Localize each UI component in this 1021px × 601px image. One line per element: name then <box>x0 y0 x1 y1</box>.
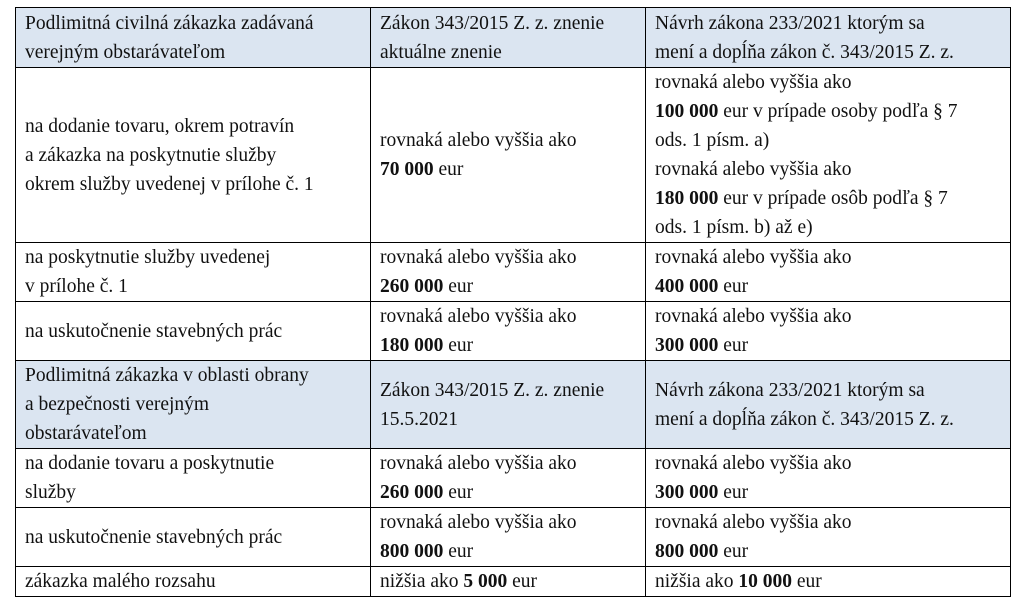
threshold-prefix: rovnaká alebo vyššia ako <box>380 247 577 268</box>
category-cell <box>16 243 371 302</box>
header-text-line: a bezpečnosti verejným <box>25 394 210 415</box>
threshold-amount: 800 000 <box>655 541 719 562</box>
header-text-line: Návrh zákona 233/2021 ktorým sa <box>655 12 925 34</box>
threshold-amount: 100 000 <box>655 101 719 122</box>
current-threshold-cell <box>371 567 646 597</box>
threshold-prefix: rovnaká alebo vyššia ako <box>380 306 577 327</box>
proposed-threshold-cell <box>646 508 1011 567</box>
defense-header-proposal-cell <box>646 361 1011 449</box>
threshold-suffix: eur <box>443 482 474 503</box>
threshold-comparison-table <box>15 7 1011 597</box>
table-row <box>16 302 1011 361</box>
threshold-amount-line <box>380 155 636 184</box>
category-cell <box>16 68 371 243</box>
table-row <box>16 243 1011 302</box>
category-text-line: na dodanie tovaru a poskytnutie <box>25 453 275 474</box>
header-text-line: 15.5.2021 <box>380 408 458 430</box>
threshold-amount-line <box>655 478 1001 507</box>
category-cell <box>16 302 371 361</box>
category-text-line: na poskytnutie služby uvedenej <box>25 247 271 268</box>
threshold-prefix: rovnaká alebo vyššia ako <box>655 306 852 327</box>
category-text-line: okrem služby uvedenej v prílohe č. 1 <box>25 173 314 195</box>
civil-header-row <box>16 8 1011 68</box>
header-text-line: Podlimitná zákazka v oblasti obrany <box>25 365 309 386</box>
threshold-suffix: eur <box>718 276 749 297</box>
proposed-threshold-cell <box>646 302 1011 361</box>
threshold-amount-line <box>655 331 1001 360</box>
header-text-line: Návrh zákona 233/2021 ktorým sa <box>655 379 925 401</box>
current-threshold-cell <box>371 302 646 361</box>
threshold-suffix: eur <box>718 335 749 356</box>
threshold-suffix: eur <box>792 571 822 592</box>
defense-header-current-law-cell <box>371 361 646 449</box>
header-text-line: Zákon 343/2015 Z. z. znenie <box>380 12 605 34</box>
threshold-prefix: rovnaká alebo vyššia ako <box>655 512 852 533</box>
header-text-line: mení a dopĺňa zákon č. 343/2015 Z. z. <box>655 408 954 430</box>
threshold-prefix: rovnaká alebo vyššia ako <box>380 130 577 151</box>
proposed-threshold-cell <box>646 68 1011 243</box>
current-threshold-cell <box>371 68 646 243</box>
civil-header-proposal-cell <box>646 8 1011 68</box>
threshold-suffix: eur <box>443 541 474 562</box>
header-text-line: mení a dopĺňa zákon č. 343/2015 Z. z. <box>655 41 954 63</box>
category-cell <box>16 508 371 567</box>
category-text-line: na dodanie tovaru, okrem potravín <box>25 115 295 137</box>
header-text-line: aktuálne znenie <box>380 41 502 63</box>
category-cell <box>16 449 371 508</box>
threshold-suffix: eur v prípade osoby podľa § 7 <box>718 101 958 122</box>
threshold-amount-line <box>380 478 636 507</box>
threshold-prefix: nižšia ako <box>380 571 464 592</box>
proposed-threshold-cell <box>646 567 1011 597</box>
threshold-amount: 300 000 <box>655 482 719 503</box>
threshold-suffix: eur <box>443 276 474 297</box>
threshold-amount: 5 000 <box>463 571 508 592</box>
civil-header-category-cell <box>16 8 371 68</box>
threshold-amount-line <box>380 272 636 301</box>
threshold-amount-line <box>655 184 1001 213</box>
threshold-suffix: eur <box>443 335 474 356</box>
current-threshold-cell <box>371 243 646 302</box>
threshold-amount: 400 000 <box>655 276 719 297</box>
category-text-line: na uskutočnenie stavebných prác <box>25 526 283 548</box>
threshold-suffix: eur <box>507 571 538 592</box>
header-text-line: verejným obstarávateľom <box>25 41 226 63</box>
table-row <box>16 68 1011 243</box>
threshold-amount: 180 000 <box>655 188 719 209</box>
threshold-amount: 10 000 <box>738 571 793 592</box>
header-text-line: Zákon 343/2015 Z. z. znenie <box>380 379 605 401</box>
table-row <box>16 508 1011 567</box>
category-cell <box>16 567 371 597</box>
category-text-line: zákazka malého rozsahu <box>25 571 216 592</box>
category-text-line: služby <box>25 482 76 503</box>
threshold-amount: 800 000 <box>380 541 444 562</box>
header-text-line: obstarávateľom <box>25 423 147 444</box>
threshold-prefix: nižšia ako <box>655 571 739 592</box>
threshold-amount-line <box>655 272 1001 301</box>
proposed-threshold-cell <box>646 243 1011 302</box>
threshold-tail: ods. 1 písm. b) až e) <box>655 217 813 238</box>
category-text-line: na uskutočnenie stavebných prác <box>25 320 283 342</box>
threshold-prefix: rovnaká alebo vyššia ako <box>655 72 852 93</box>
threshold-tail: ods. 1 písm. a) <box>655 130 770 151</box>
category-text-line: v prílohe č. 1 <box>25 276 128 297</box>
current-threshold-cell <box>371 449 646 508</box>
threshold-prefix: rovnaká alebo vyššia ako <box>380 512 577 533</box>
threshold-amount-line <box>380 567 636 596</box>
threshold-amount: 180 000 <box>380 335 444 356</box>
table-row <box>16 567 1011 597</box>
proposed-threshold-cell <box>646 449 1011 508</box>
threshold-suffix: eur <box>718 541 749 562</box>
threshold-amount: 300 000 <box>655 335 719 356</box>
threshold-amount: 70 000 <box>380 159 434 180</box>
table-row <box>16 449 1011 508</box>
threshold-prefix: rovnaká alebo vyššia ako <box>380 453 577 474</box>
header-text-line: Podlimitná civilná zákazka zadávaná <box>25 12 314 34</box>
civil-header-current-law-cell <box>371 8 646 68</box>
threshold-suffix: eur <box>433 159 464 180</box>
threshold-amount-line <box>655 97 1001 126</box>
threshold-amount-line <box>655 567 1001 596</box>
defense-header-row <box>16 361 1011 449</box>
threshold-prefix: rovnaká alebo vyššia ako <box>655 453 852 474</box>
current-threshold-cell <box>371 508 646 567</box>
category-text-line: a zákazka na poskytnutie služby <box>25 144 277 166</box>
threshold-prefix: rovnaká alebo vyššia ako <box>655 159 852 180</box>
threshold-amount: 260 000 <box>380 482 444 503</box>
threshold-suffix: eur <box>718 482 749 503</box>
threshold-amount: 260 000 <box>380 276 444 297</box>
threshold-amount-line <box>380 537 636 566</box>
threshold-amount-line <box>380 331 636 360</box>
threshold-prefix: rovnaká alebo vyššia ako <box>655 247 852 268</box>
defense-header-category-cell <box>16 361 371 449</box>
threshold-suffix: eur v prípade osôb podľa § 7 <box>718 188 948 209</box>
threshold-amount-line <box>655 537 1001 566</box>
